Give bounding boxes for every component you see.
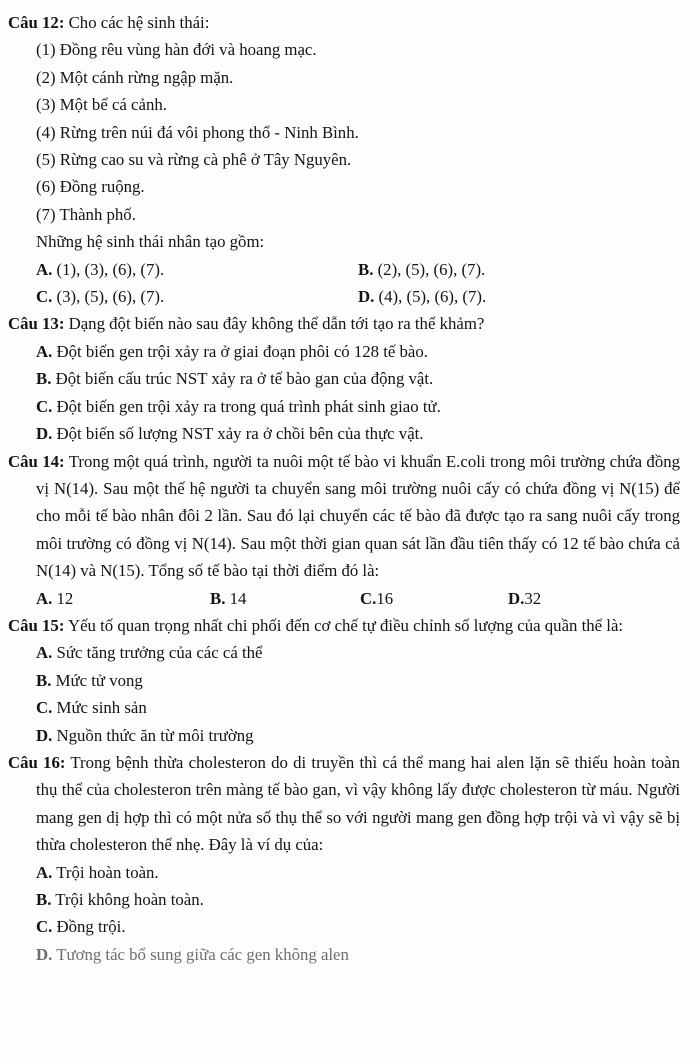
option-letter: A. [36,341,53,361]
answer-prompt: Những hệ sinh thái nhân tạo gồm: [36,232,265,252]
option-text: (1), (3), (6), (7). [52,259,165,279]
list-item: (6) Đồng ruộng. [36,177,145,197]
option-text: Trội không hoàn toàn. [51,890,204,909]
option-text: Tương tác bổ sung giữa các gen không alen [52,944,349,964]
question-head [8,310,680,337]
list-item: (2) Một cánh rừng ngập mặn. [36,67,234,87]
question-stem: Dạng đột biến nào sau đây không thể dẫn tới tạo ra thể khảm? [64,314,485,334]
option-b [8,886,680,913]
question-head [8,749,680,859]
option-letter: C. [36,287,53,307]
question-15 [8,612,680,749]
option-a [8,859,680,886]
option-d [8,420,680,447]
list-item: (4) Rừng trên núi đá vôi phong thổ - Ninh Bình. [36,122,359,142]
option-letter: D. [358,287,375,307]
option-d [358,283,680,310]
question-label: Câu 16: [8,752,66,772]
option-letter: D. [36,424,53,444]
question-stem: Cho các hệ sinh thái: [64,13,210,32]
option-text: Trội hoàn toàn. [52,862,159,882]
option-text: Sức tăng trưởng của các cá thể [52,643,263,663]
question-label: Câu 13: [8,314,65,334]
option-letter: C. [360,588,377,608]
option-letter: D. [36,725,53,745]
options-row [8,585,680,612]
question-stem: Yếu tố quan trọng nhất chi phối đến cơ chế tự điều chỉnh số lượng của quần thể là: [64,615,624,635]
option-letter: C. [36,396,53,416]
option-letter: C. [36,917,53,937]
question-head [8,448,680,585]
option-text: Đột biến gen trội xảy ra trong quá trình phát sinh giao tử. [52,396,441,416]
option-text: 16 [376,588,394,608]
option-letter: B. [210,588,226,608]
option-text: Nguồn thức ăn từ môi trường [52,725,254,745]
option-text: 32 [524,588,542,608]
question-12 [8,9,680,310]
option-text: Mức tử vong [51,670,143,690]
option-text: Đột biến cấu trúc NST xảy ra ở tế bào gan của động vật. [51,369,434,389]
option-letter: B. [36,369,52,389]
option-d [8,941,680,968]
option-a [36,585,210,612]
list-item: (3) Một bể cá cảnh. [36,95,167,115]
question-16 [8,749,680,968]
option-text: Đồng trội. [52,917,126,937]
list-item: (5) Rừng cao su và rừng cà phê ở Tây Nguyên. [36,150,352,170]
question-14 [8,448,680,612]
option-c [360,585,508,612]
option-b [210,585,360,612]
question-head [8,612,680,639]
option-a [8,639,680,666]
option-d [8,722,680,749]
option-letter: A. [36,588,53,608]
question-13 [8,310,680,447]
option-c [8,393,680,420]
option-text: Đột biến số lượng NST xảy ra ở chồi bên của thực vật. [52,424,424,444]
option-b [358,256,680,283]
option-d [508,585,680,612]
option-letter: B. [36,890,52,909]
question-label: Câu 14: [8,451,65,471]
question-label: Câu 15: [8,615,65,635]
option-text: (2), (5), (6), (7). [373,259,486,279]
option-text: Đột biến gen trội xảy ra ở giai đoạn phôi có 128 tế bào. [52,341,428,361]
option-letter: C. [36,698,53,718]
question-label: Câu 12: [8,13,65,32]
question-stem: Trong bệnh thừa cholesteron do di truyền thì cá thể mang hai alen lặn sẽ thiếu hoàn toàn thụ thể của cholesteron trên màng tế bào gan, vì vậy không lấy được cholesteron từ máu. Người mang gen dị hợp thì có một nửa số thụ thể so với người mang gen đồng hợp trội và vì vậy sẽ bị thừa cholesteron thể nhẹ. Đây là ví dụ của: [36,752,680,855]
option-b [8,667,680,694]
option-c [8,694,680,721]
options-grid [8,256,680,311]
option-letter: A. [36,862,53,882]
option-a [8,338,680,365]
option-a [36,256,358,283]
option-letter: B. [358,259,374,279]
option-text: (3), (5), (6), (7). [52,287,165,307]
option-letter: B. [36,670,52,690]
option-text: (4), (5), (6), (7). [374,287,487,307]
option-text: 12 [52,588,74,608]
option-text: Mức sinh sản [52,698,147,718]
option-text: 14 [225,588,247,608]
option-letter: A. [36,259,53,279]
question-stem: Trong một quá trình, người ta nuôi một tế bào vi khuẩn E.coli trong môi trường chứa đồng vị N(14). Sau một thế hệ người ta chuyển sang môi trường nuôi cấy có chứa đồng vị N(15) để cho mỗi tế bào nhân đôi 2 lần. Sau đó lại chuyển các tế bào đã được tạo ra sang nuôi cấy trong môi trường có đồng vị N(14). Sau một thời gian quan sát lần đầu tiên thấy có 12 tế bào chứa cả N(14) và N(15). Tổng số tế bào tại thời điểm đó là: [36,451,680,581]
list-item: (1) Đồng rêu vùng hàn đới và hoang mạc. [36,40,317,60]
option-letter: D. [36,944,53,964]
option-b [8,365,680,392]
option-letter: D. [508,588,525,608]
option-letter: A. [36,643,53,663]
option-c [36,283,358,310]
option-c [8,913,680,940]
question-head [8,9,680,36]
list-item: (7) Thành phố. [36,204,136,224]
